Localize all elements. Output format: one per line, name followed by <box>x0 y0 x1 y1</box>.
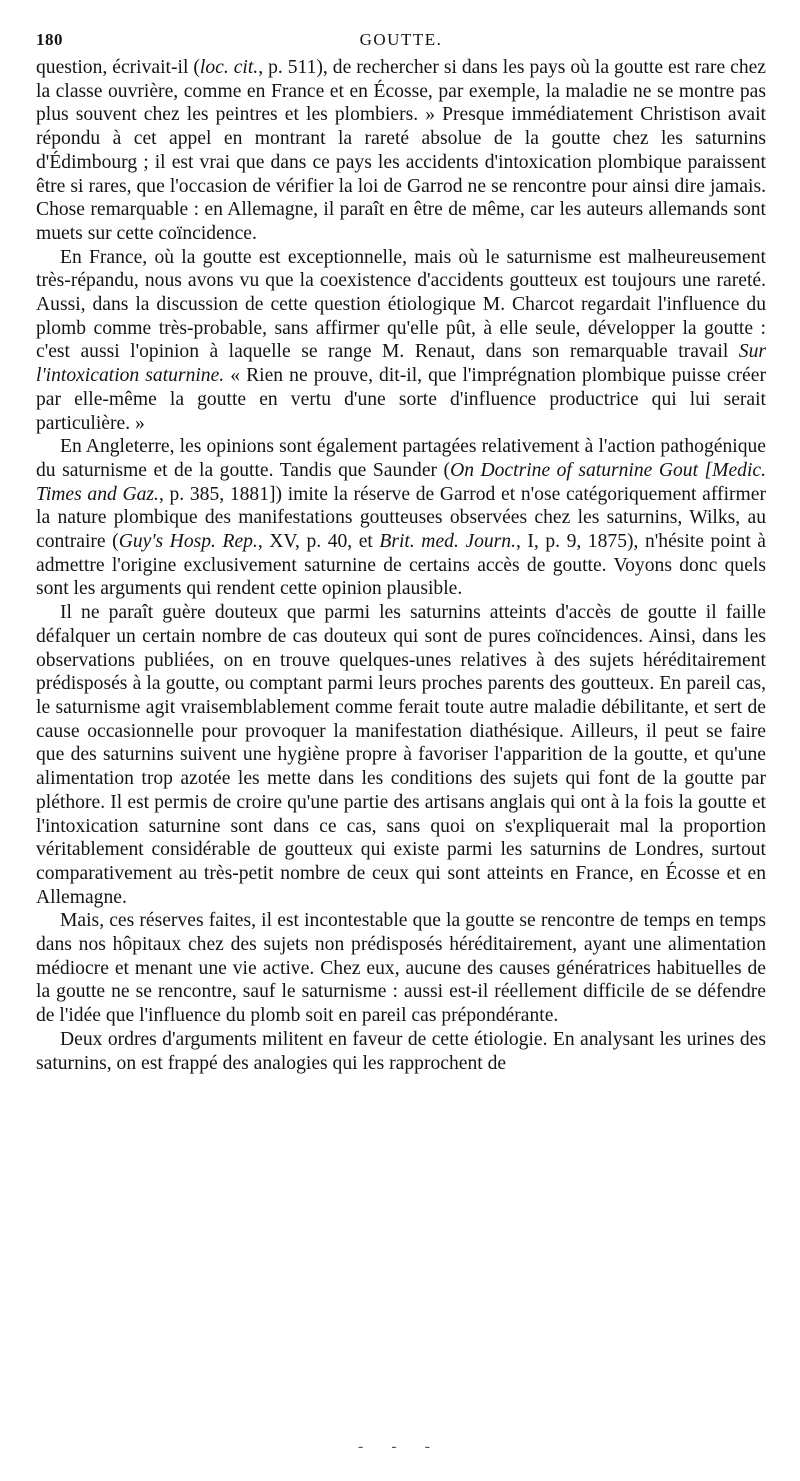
italic-citation: Brit. med. Journ. <box>379 531 516 553</box>
running-title: GOUTTE. <box>359 30 443 49</box>
footer-mark: - - - <box>358 1438 442 1455</box>
paragraph <box>36 246 766 436</box>
text-run: Il ne paraît guère douteux que parmi les saturnins atteints d'accès de goutte il faille défalquer un certain nombre de cas douteux qui sont de pures coïncidences. Ainsi, dans les observations publiées, on en trouve quelques-unes relatives à des sujets héréditairement prédisposés à la goutte, ou comptant parmi leurs proches parents des goutteux. En pareil cas, le saturnisme agit vraisemblablement comme ferait toute autre maladie débilitante, et sert de cause occasionnelle pour provoquer la manifestation diathésique. Ailleurs, il peut se faire que des saturnins suivent une hygiène propre à favoriser l'apparition de la goutte, et qu'une alimentation trop azotée les mette dans les conditions des sujets qui font de la goutte par pléthore. Il est permis de croire qu'une partie des artisans anglais qui ont à la fois la goutte et l'intoxication saturnine sont dans ce cas, sans quoi on s'expliquerait mal la proportion véritablement considérable de goutteux qui existe parmi les saturnins de Londres, surtout comparativement au très-petit nombre de ceux qui sont atteints en France, en Écosse et en Allemagne. <box>36 602 766 908</box>
text-run: , I, p. 9, 1875), n'hésite point à admettre l'origine exclusivement saturnine de certains accès de goutte. Voyons donc quels sont les arguments qui rendent cette opinion plausible. <box>36 531 767 600</box>
text-run: Mais, ces réserves faites, il est incontestable que la goutte se rencontre de temps en temps dans nos hôpitaux chez des sujets non prédisposés héréditairement, ayant une alimentation médiocre et menant une vie active. Chez eux, aucune des causes génératrices habituelles de la goutte ne se rencontre, sauf le saturnisme : aussi est-il réellement difficile de se défendre de l'idée que l'influence du plomb soit en pareil cas prépondérante. <box>36 910 766 1027</box>
text-run: Deux ordres d'arguments militent en faveur de cette étiologie. En analysant les urines des saturnins, on est frappé des analogies qui les rapprochent de <box>36 1028 766 1074</box>
text-run: En France, où la goutte est exceptionnelle, mais où le saturnisme est malheureusement très-répandu, nous avons vu que la coexistence d'accidents goutteux est toujours une rareté. Aussi, dans la discussion de cette question étiologique M. Charcot regardait l'influence du plomb comme très-probable, sans affirmer qu'elle pût, à elle seule, développer la goutte : c'est aussi l'opinion à laquelle se range M. Renaut, dans son remarquable travail <box>36 246 766 363</box>
text-run: , p. 385, 1881]) imite la réserve de Garrod et n'ose catégoriquement affirmer la nature plombique des manifestations goutteuses observées chez les saturnins, Wilks, au contraire ( <box>36 483 766 553</box>
text-run: question, écrivait-il ( <box>36 57 200 78</box>
italic-citation: Sur l'intoxication saturnine. <box>36 341 766 387</box>
book-page <box>36 30 766 1075</box>
paragraph <box>36 1028 766 1075</box>
italic-citation: Guy's Hosp. Rep. <box>118 531 258 553</box>
body-text <box>36 56 766 1075</box>
paragraph <box>36 435 766 601</box>
text-run: , p. 511), de rechercher si dans les pays où la goutte est rare chez la classe ouvrière, comme en France et en Écosse, par exemple, la maladie ne se montre pas plus souvent chez les peintres et les plombiers. » Presque immédiatement Christison avait répondu à cet appel en montrant la rareté absolue de la goutte chez les saturnins d'Édimbourg ; il est vrai que dans ce pays les accidents d'intoxication plombique paraissent être si rares, que l'occasion de vérifier la loi de Garrod ne se rencontre pour ainsi dire jamais. Chose remarquable : en Allemagne, il paraît en être de même, car les auteurs allemands sont muets sur cette coïncidence. <box>36 57 767 244</box>
paragraph <box>36 601 766 909</box>
text-run: « Rien ne prouve, dit-il, que l'imprégnation plombique puisse créer par elle-même la goutte en vertu d'une sorte d'influence productrice qui lui serait particulière. » <box>36 365 766 434</box>
paragraph <box>36 909 766 1028</box>
page-header <box>36 30 766 56</box>
page-number: 180 <box>36 30 63 49</box>
text-run: En Angleterre, les opinions sont également partagées relativement à l'action pathogénique du saturnisme et de la goutte. Tandis que Saunder ( <box>36 436 766 481</box>
paragraph <box>36 56 766 246</box>
italic-citation: On Doctrine of saturnine Gout [Medic. Times and Gaz. <box>36 459 766 505</box>
text-run: , XV, p. 40, et <box>257 531 380 553</box>
italic-citation: loc. cit. <box>199 57 259 78</box>
